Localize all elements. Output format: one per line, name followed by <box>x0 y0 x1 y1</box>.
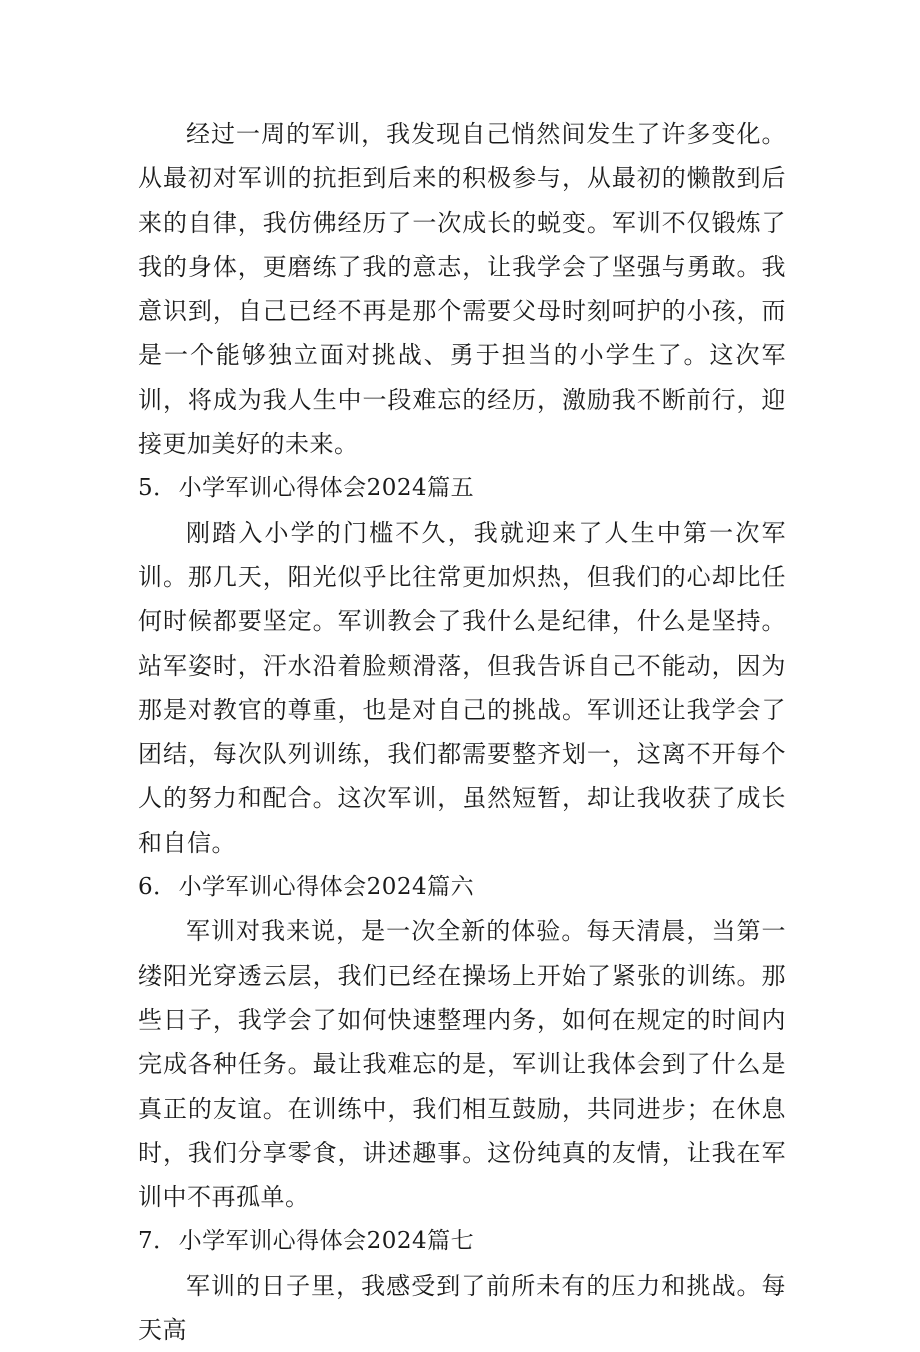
paragraph-reflection-week: 经过一周的军训，我发现自己悄然间发生了许多变化。从最初对军训的抗拒到后来的积极参与，从最初的懒散到后来的自律，我仿佛经历了一次成长的蜕变。军训不仅锻炼了我的身体，更磨练了我的意志，让我学会了坚强与勇敢。我意识到，自己已经不再是那个需要父母时刻呵护的小孩，而是一个能够独立面对挑战、勇于担当的小学生了。这次军训，将成为我人生中一段难忘的经历，激励我不断前行，迎接更加美好的未来。 <box>138 120 786 459</box>
heading-number: 6． <box>138 874 177 901</box>
section-heading-7 <box>138 1219 786 1263</box>
section-heading-5 <box>138 466 786 510</box>
paragraph-section-6: 军训对我来说，是一次全新的体验。每天清晨，当第一缕阳光穿透云层，我们已经在操场上开始了紧张的训练。那些日子，我学会了如何快速整理内务，如何在规定的时间内完成各种任务。最让我难忘的是，军训让我体会到了什么是真正的友谊。在训练中，我们相互鼓励，共同进步；在休息时，我们分享零食，讲述趣事。这份纯真的友情，让我在军训中不再孤单。 <box>138 917 786 1212</box>
heading-title: 小学军训心得体会2024篇七 <box>178 1228 475 1255</box>
document-body <box>138 112 786 1352</box>
heading-title: 小学军训心得体会2024篇五 <box>178 475 475 502</box>
heading-title: 小学军训心得体会2024篇六 <box>178 874 475 901</box>
paragraph-section-7: 军训的日子里，我感受到了前所未有的压力和挑战。每天高 <box>138 1271 786 1345</box>
heading-number: 5． <box>138 475 177 502</box>
section-heading-6 <box>138 865 786 909</box>
heading-number: 7． <box>138 1228 177 1255</box>
paragraph-section-5: 刚踏入小学的门槛不久，我就迎来了人生中第一次军训。那几天，阳光似乎比往常更加炽热，但我们的心却比任何时候都要坚定。军训教会了我什么是纪律，什么是坚持。站军姿时，汗水沿着脸颊滑落，但我告诉自己不能动，因为那是对教官的尊重，也是对自己的挑战。军训还让我学会了团结，每次队列训练，我们都需要整齐划一，这离不开每个人的努力和配合。这次军训，虽然短暂，却让我收获了成长和自信。 <box>138 518 786 857</box>
